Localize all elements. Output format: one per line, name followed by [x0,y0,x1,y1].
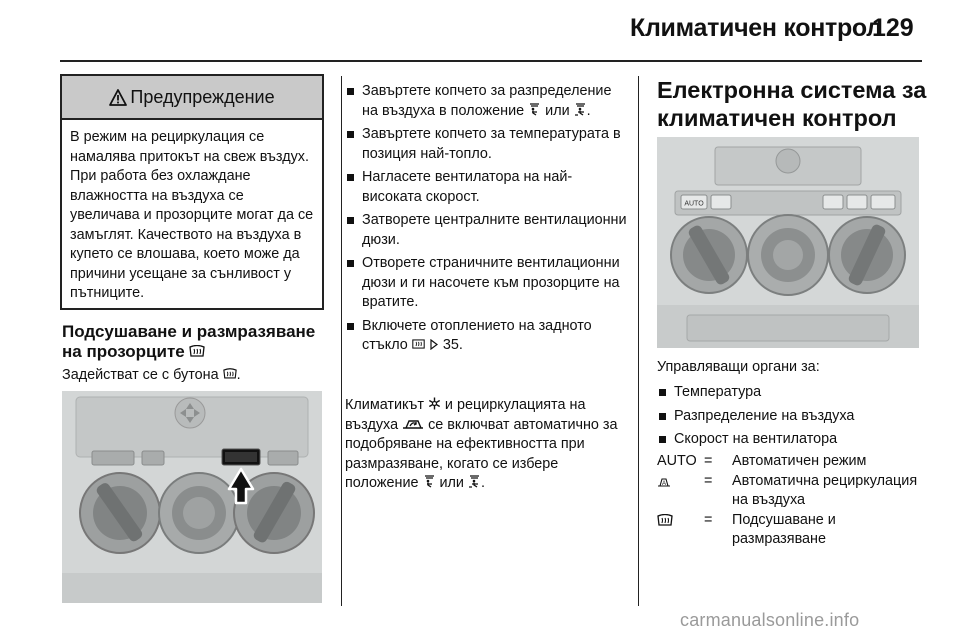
windscreen-defrost-icon [189,345,205,358]
airflow-windscreen-icon [528,103,541,116]
list-item: Отворете страничните вентилационни дюзи и ги насочете към прозорците на вратите. [345,254,630,313]
section-heading: Електронна система за климатичен контрол [657,77,927,131]
airflow-windscreen-feet-icon [468,475,481,488]
ac-snowflake-icon [428,397,441,410]
step-text: Включете отоплението на задното стъкло [362,317,592,353]
airflow-windscreen-feet-icon [574,103,587,116]
ac-text-1: Климатикът [345,397,424,413]
legend-row [657,472,927,511]
column-divider [638,76,639,606]
defog-steps-list [345,82,630,360]
legend-row [657,452,927,472]
auto-recirculation-icon [657,475,671,489]
legend-equals: = [704,511,713,528]
control-panel-photo-electronic [657,137,919,348]
legend-text: Автоматичен режим [732,453,867,469]
list-item: Завъртете копчето за разпределение на въздуха в положение или . [345,82,630,121]
ac-paragraph: Климатикът и рециркулацията на въздуха се включват автоматично за подобряване на ефективността при размразяване, когато се избере положение или . [345,397,618,491]
or-word: или [439,475,464,491]
legend-equals: = [704,453,713,469]
defog-text-label: Задействат се с бутона [62,367,219,383]
list-item: Разпределение на въздуха [657,407,927,427]
controls-lead: Управляващи органи за: [657,359,820,375]
legend-symbol [657,472,704,511]
column-divider [341,76,342,606]
warning-text: В режим на рециркулация се намалява притокът на свеж въздух. При работа без охлаждане влажността на въздуха се увеличава и прозорците могат да се замъглят. Качеството на въздуха в купето се влошава, което може да причини усещане за сънливост у пътниците. [70,129,314,301]
legend-row [657,511,927,550]
windscreen-defrost-icon [657,514,673,527]
ac-text-2: и рециркулацията на въздуха [345,397,586,433]
defog-text: Задействат се с бутона . [62,367,241,383]
list-item [345,317,630,356]
legend-equals: = [704,472,713,489]
page-reference: 35. [442,337,463,353]
symbol-legend [657,452,927,550]
warning-header [62,76,322,120]
step-text: Завъртете копчето за разпределение на въздуха в положение [362,83,612,119]
page-number: 129 [872,14,914,42]
defrost-button-icon [223,368,237,380]
legend-text: Подсушаване и размразяване [732,511,836,547]
list-item: Скорост на вентилатора [657,430,927,450]
defog-heading [62,322,332,362]
warning-title: Предупреждение [130,86,275,107]
page-reference-icon [429,339,439,350]
svg-text:A: A [661,480,667,487]
defog-heading-text: Подсушаване и размразяване на прозорците [62,322,316,361]
page-header-title: Климатичен контрол [630,14,882,42]
controls-list [657,383,927,454]
legend-symbol-auto: AUTO [657,453,697,469]
list-item: Завъртете копчето за температурата в позиция най-топло. [345,125,630,164]
list-item: Затворете централните вентилационни дюзи. [345,211,630,250]
auto-button-label: AUTO [684,200,704,208]
header-rule [60,60,922,62]
legend-text: Автоматична рециркулация на въздуха [732,472,918,508]
list-item: Нагласете вентилатора на най-високата скорост. [345,168,630,207]
rear-window-heating-icon [412,338,425,350]
airflow-windscreen-icon [423,475,436,488]
warning-box [60,74,324,310]
ac-text-3: се включват автоматично за подобряване на ефективността при размразяване, когато се избере положение [345,416,618,491]
control-panel-photo-defrost [62,391,322,603]
list-item: Температура [657,383,927,403]
warning-triangle-icon [109,89,127,106]
or-word: или [545,102,570,119]
footer-watermark: carmanualsonline.info [680,610,860,630]
recirculation-icon [402,419,424,430]
legend-symbol [657,511,704,550]
